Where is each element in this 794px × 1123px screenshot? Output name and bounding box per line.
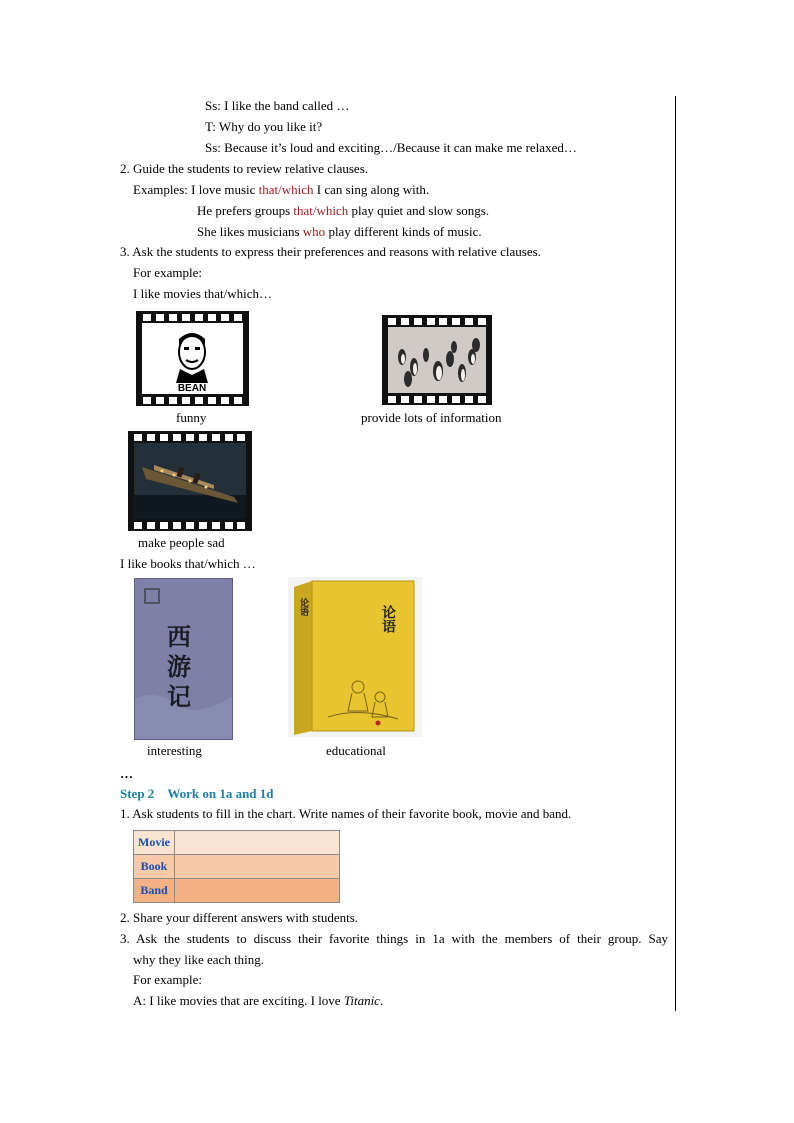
- for-example-label-2: For example:: [133, 972, 202, 987]
- movies-intro: I like movies that/which…: [133, 286, 273, 301]
- book1-char-3: 记: [167, 682, 191, 711]
- chart-label-band: Band: [134, 879, 175, 903]
- bean-logo-text: BEAN: [177, 383, 207, 394]
- book2-title: 论语: [380, 605, 396, 633]
- step2-item-2: 2. Share your different answers with students.: [120, 910, 359, 925]
- dialog-example-a: A: I like movies that are exciting. I love Titanic.: [133, 993, 384, 1008]
- chart-cell-book[interactable]: [175, 855, 340, 879]
- step2-heading: Step 2 Work on 1a and 1d: [120, 786, 274, 801]
- example-line-3: She likes musicians who play different kinds of music.: [197, 224, 482, 239]
- penguins-film-image: [382, 315, 492, 405]
- journey-west-book-image: [134, 578, 233, 740]
- chart-cell-band[interactable]: [175, 879, 340, 903]
- titanic-film-image: [128, 431, 252, 531]
- chart-label-movie: Movie: [134, 831, 175, 855]
- step2-item-3a: 3. Ask the students to discuss their favorite things in 1a with the members of their group. Say: [120, 931, 668, 946]
- example-line-1: Examples: I love music that/which I can sing along with.: [133, 182, 430, 197]
- example-line-2: He prefers groups that/which play quiet and slow songs.: [197, 203, 490, 218]
- caption-funny: funny: [176, 410, 207, 425]
- book1-char-2: 游: [167, 652, 191, 681]
- mr-bean-film-image: [136, 311, 249, 406]
- book2-spine-title: 论语: [298, 598, 308, 616]
- for-example-label: For example:: [133, 265, 202, 280]
- list-item-2: 2. Guide the students to review relative clauses.: [120, 161, 369, 176]
- favorites-chart: [133, 830, 340, 903]
- chart-row-book: [134, 855, 340, 879]
- chart-row-movie: [134, 831, 340, 855]
- step2-item-1: 1. Ask students to fill in the chart. Write names of their favorite book, movie and band.: [120, 806, 572, 821]
- step2-item-3b: why they like each thing.: [133, 952, 265, 967]
- analects-book-image: [288, 577, 422, 737]
- chart-row-band: [134, 879, 340, 903]
- list-item-3: 3. Ask the students to express their preferences and reasons with relative clauses.: [120, 244, 541, 259]
- dialog-line-t1: T: Why do you like it?: [205, 119, 323, 134]
- caption-interesting: interesting: [147, 743, 202, 758]
- chart-cell-movie[interactable]: [175, 831, 340, 855]
- chart-label-book: Book: [134, 855, 175, 879]
- dialog-line-ss1: Ss: I like the band called …: [205, 98, 350, 113]
- book1-char-1: 西: [167, 622, 191, 651]
- books-intro: I like books that/which …: [120, 556, 256, 571]
- caption-info: provide lots of information: [361, 410, 502, 425]
- dialog-line-ss2: Ss: Because it’s loud and exciting…/Because it can make me relaxed…: [205, 140, 577, 155]
- caption-sad: make people sad: [138, 535, 225, 550]
- ellipsis-mark: …: [120, 766, 133, 781]
- right-margin-rule: [675, 96, 676, 1011]
- caption-educational: educational: [326, 743, 386, 758]
